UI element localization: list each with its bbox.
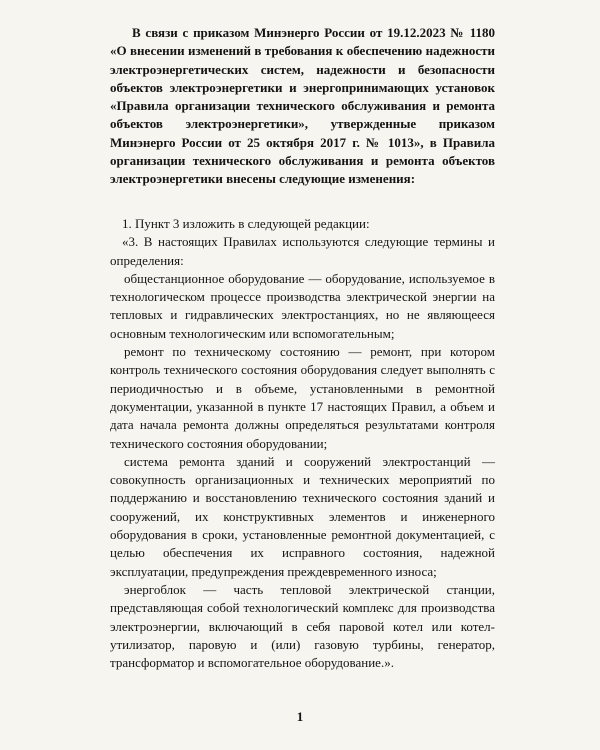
- definition-paragraph: общестанционное оборудование — оборудование, используемое в технологическом процессе производства электрической энергии на тепловых и гидравлических электростанциях, но не являющееся основным технологическим или вспомогательным;: [110, 270, 495, 341]
- intro-block: [110, 24, 495, 189]
- item-heading: 1. Пункт 3 изложить в следующей редакции:: [122, 216, 370, 231]
- definition-paragraph: ремонт по техническому состоянию — ремонт, при котором контроль технического состояния оборудования следует выполнять с периодичностью и в объеме, установленными в ремонтной документации, указанной в пункте 17 настоящих Правил, а объем и дата начала ремонта должны определяться результатами контроля технического состояния оборудовании;: [110, 344, 495, 451]
- intro-paragraph: В связи с приказом Минэнерго России от 19.12.2023 № 1180 «О внесении изменений в требования к обеспечению надежности электроэнергетических систем, надежности и безопасности объектов электроэнергетики и энергопринимающих установок «Правила организации технического обслуживания и ремонта объектов электроэнергетики», утвержденные приказом Минэнерго России от 25 октября 2017 г. № 1013», в Правила организации технического обслуживания и ремонта объектов электроэнергетики внесены следующие изменения:: [110, 25, 495, 187]
- definition-paragraph: энергоблок — часть тепловой электрической станции, представляющая собой технологический комплекс для производства электроэнергии, включающий в себя паровой котел или котел-утилизатор, паровую и (или) газовую турбины, генератор, трансформатор и вспомогательное оборудование.».: [110, 581, 495, 671]
- quote-intro: «3. В настоящих Правилах используются следующие термины и определения:: [110, 234, 495, 268]
- page-number: 1: [296, 709, 304, 724]
- amendment-block: [110, 215, 495, 672]
- definition-paragraph: система ремонта зданий и сооружений электростанций — совокупность организационных и технических мероприятий по поддержанию и восстановлению технического состояния зданий и сооружений, их конструктивных элементов и инженерного оборудования в сроки, установленные ремонтной документацией, с целью обеспечения их исправного состояния, надежной эксплуатации, предупреждения преждевременного износа;: [110, 453, 495, 579]
